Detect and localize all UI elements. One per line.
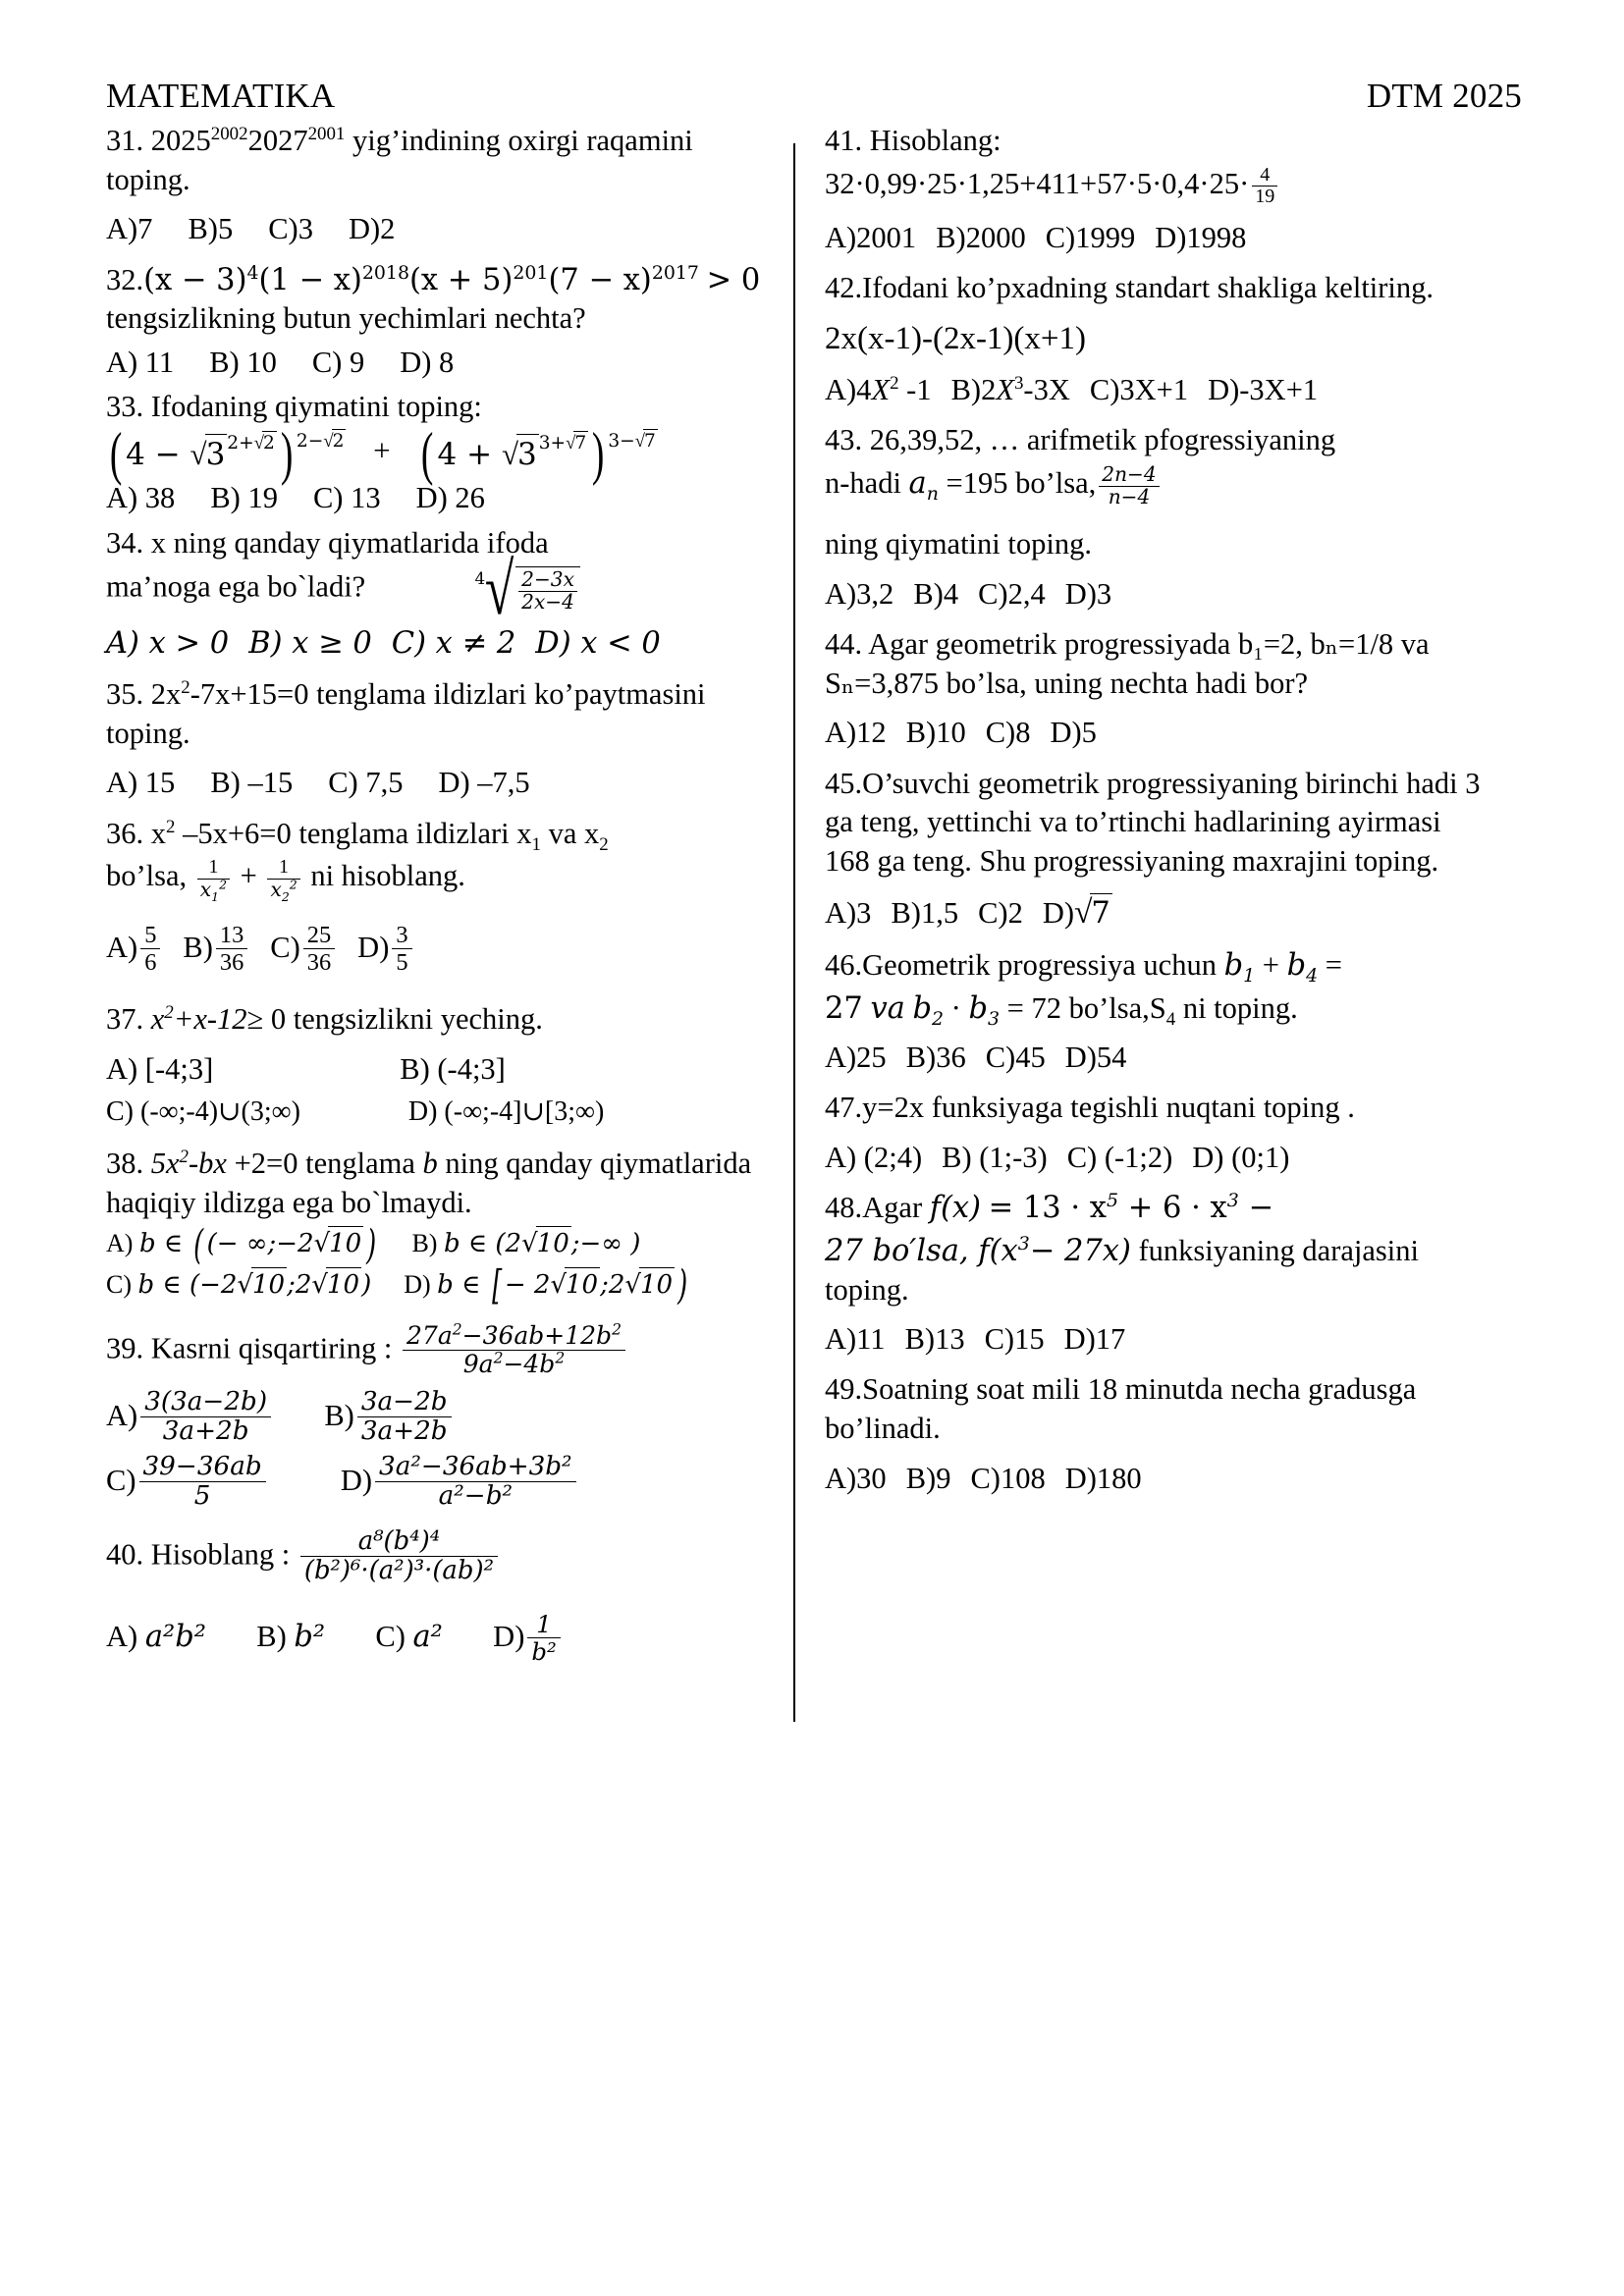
q35-options <box>106 763 768 802</box>
q40-opt-d-frac: $\frac{1}{\text{b²}}$ <box>527 1611 560 1666</box>
q36-option-d-frac: $\frac{3}{5}$ <box>392 922 411 977</box>
q46-options <box>825 1038 1483 1077</box>
q43-number: 43. <box>825 423 863 457</box>
q44-option-a[interactable]: A)12 <box>825 716 887 750</box>
q47-number: 47. <box>825 1091 863 1125</box>
q48-option-c[interactable]: C)15 <box>984 1322 1045 1357</box>
q44-option-b[interactable]: B)10 <box>905 716 966 750</box>
q32-f2: (1 − x) <box>258 262 362 297</box>
q41-options <box>825 218 1483 257</box>
q31-option-a[interactable]: A)7 <box>106 212 153 246</box>
q41-option-a[interactable]: A)2001 <box>825 221 917 255</box>
q45-number: 45. <box>825 766 863 800</box>
q43-line2 <box>825 461 1483 508</box>
q41-number: 41. <box>825 124 863 157</box>
q36-option-b[interactable]: B) <box>183 930 213 964</box>
q32-stem-tail: tengsizlikning butun yechimlari nechta? <box>106 301 586 336</box>
fourth-root-icon: $^4$√ $\frac{2-3x}{2x-4}$ <box>474 566 579 613</box>
q36-options <box>106 923 768 978</box>
q33-inner1: 4 − <box>126 437 190 473</box>
q38-option-a-label[interactable]: A) <box>106 1229 134 1258</box>
q46-27: 27 <box>825 990 863 1026</box>
q39-opt-b-frac: $\frac{3a-2b}{3a+2b}$ <box>357 1388 452 1447</box>
q47-options <box>825 1138 1483 1177</box>
q39-option-b[interactable]: B) <box>324 1398 354 1432</box>
q35-option-c[interactable]: C) 7,5 <box>328 766 404 800</box>
q35-option-a[interactable]: A) 15 <box>106 766 176 800</box>
q39-opt-a-frac: $\frac{3(3a-2b)}{3a+2b}$ <box>140 1388 271 1447</box>
q33-option-d[interactable]: D) 26 <box>415 481 485 515</box>
q42-options <box>825 370 1483 409</box>
q38-stem-tail1: tenglama <box>305 1147 415 1181</box>
q33-number: 33. <box>106 390 144 424</box>
q31-exp2: 2001 <box>307 123 346 144</box>
q38-opt-b-expr: b ∈ (2√10;−∞ ) <box>444 1229 640 1258</box>
q39-number: 39. <box>106 1331 144 1365</box>
q38-options-row1 <box>106 1219 768 1268</box>
q42-expr: 2x(x-1)-(2x-1)(x+1) <box>825 321 1087 356</box>
question-36: 36. $x^2$ –5x+6=0 tenglama ildizlari $x_1$ va $x_2$ <box>106 816 609 855</box>
question-39 <box>106 1320 768 1379</box>
q46-b4: $b_4$ <box>1286 947 1319 987</box>
q46-line2: 27 va $b_2 \cdot b_3 = 72$ $bo’lsa,S_4$ ni toping. <box>825 990 1298 1030</box>
question-47 <box>825 1089 1483 1128</box>
q34-option-a[interactable]: A) x > 0 <box>106 625 230 661</box>
q41-option-b[interactable]: B)2000 <box>936 221 1026 255</box>
q33-term1: ( 4 − √3 2+√2) 2−√2 <box>109 421 345 488</box>
q36-expr-sup: 2 <box>166 816 176 837</box>
q38-option-d-label[interactable]: D) <box>404 1269 431 1299</box>
q34-option-b[interactable]: B) x ≥ 0 <box>248 625 372 661</box>
q46-b1: $b_1$ <box>1223 947 1256 987</box>
q37-option-a[interactable]: A) [-4;3] <box>106 1051 214 1086</box>
question-32 <box>106 261 768 339</box>
q38-opt-a-expr: b ∈ ( (− ∞;−2√10 ) <box>138 1219 377 1268</box>
q46-stem-line2-mid: = 72 bo’lsa,S <box>1006 990 1166 1025</box>
q40-option-b[interactable]: B) <box>256 1619 287 1653</box>
q32-f1: (x − 3) <box>143 262 247 297</box>
q31-options <box>106 209 768 248</box>
q31-option-c[interactable]: C)3 <box>268 212 313 246</box>
q48-stem-post: funksiyaning darajasini toping. <box>825 1233 1419 1307</box>
question-42 <box>825 269 1483 308</box>
q33-option-c[interactable]: C) 13 <box>312 481 381 515</box>
q43-option-a[interactable]: A)3,2 <box>825 576 894 611</box>
q35-option-d[interactable]: D) –7,5 <box>438 766 530 800</box>
q36-frac-2: $\frac{1}{x_2^2}$ <box>267 857 299 900</box>
question-31 <box>106 122 768 199</box>
q38-opt-d-expr: b ∈ [ − 2√10;2√10 ) <box>437 1260 688 1309</box>
q35-expr-b: -7x+15=0 <box>189 676 309 711</box>
q44-option-d[interactable]: D)5 <box>1050 716 1097 750</box>
question-45 <box>825 765 1483 881</box>
q34-line2 <box>106 549 768 631</box>
q33-options <box>106 478 768 517</box>
q39-opt-c-frac: $\frac{39-36ab}{5}$ <box>139 1453 266 1512</box>
q49-option-c[interactable]: C)108 <box>970 1461 1046 1495</box>
q32-e4: 2017 <box>651 261 699 284</box>
q34-option-c[interactable]: C) x ≠ 2 <box>391 625 516 661</box>
page-header <box>106 77 1528 116</box>
q46-b2: $b_2$ <box>912 990 945 1030</box>
q32-f3: (x + 5) <box>409 262 514 297</box>
q46-option-a[interactable]: A)25 <box>825 1041 887 1075</box>
q48-options <box>825 1319 1483 1359</box>
q36-option-c-frac: $\frac{25}{36}$ <box>303 922 335 977</box>
q35-expr-sup: 2 <box>181 676 190 698</box>
q32-e2: 2018 <box>361 261 409 284</box>
q31-exp1: 2002 <box>210 123 248 144</box>
q32-option-b[interactable]: B) 10 <box>209 345 277 379</box>
q38-stem-line2: qiymatlarida haqiqiy ildizga ega bo`lmaydi. <box>106 1147 752 1219</box>
q42-number: 42. <box>825 271 863 305</box>
q48-line2 <box>825 1232 1483 1309</box>
paren-open-big-2: ( <box>421 421 434 488</box>
q35-stem-line2: ko’paytmasini toping. <box>106 676 706 750</box>
q34-options <box>106 623 768 664</box>
q32-options <box>106 343 768 382</box>
q44-number: 44. <box>825 627 863 662</box>
q41-option-c[interactable]: C)1999 <box>1045 221 1136 255</box>
q40-option-c[interactable]: C) <box>375 1619 406 1653</box>
question-41 <box>825 122 1483 161</box>
q33-inner2: 4 + <box>437 437 502 473</box>
q33-stem: Ifodaning qiymatini toping: <box>150 390 482 424</box>
question-49 <box>825 1370 1483 1448</box>
q47-option-c[interactable]: C) (-1;2) <box>1066 1141 1173 1175</box>
q47-option-a[interactable]: A) (2;4) <box>825 1141 923 1175</box>
q34-option-d[interactable]: D) x < 0 <box>535 625 661 661</box>
q38-options-row2 <box>106 1260 768 1309</box>
q43-option-b[interactable]: B)4 <box>913 576 959 611</box>
two-column-body <box>106 122 1528 2193</box>
paren-close-big-2: ) <box>591 421 605 488</box>
q48-line2-expr: 27 bo′lsa, $f(x^3- 27x)$ <box>825 1232 1131 1268</box>
q40-options: A) a²b² B) b² C) a² D) $\frac{1}{\text{b²}}$ <box>106 1612 768 1667</box>
sqrt-icon-q45: √7 <box>1074 891 1112 934</box>
q36-option-a-frac: $\frac{5}{6}$ <box>140 922 160 977</box>
q48-number: 48. <box>825 1191 863 1225</box>
q35-expr-a: 2x <box>150 676 182 711</box>
page-title: MATEMATIKA <box>106 77 336 115</box>
q31-option-b[interactable]: B)5 <box>188 212 234 246</box>
q31-tail: yig’indining oxirgi <box>352 124 579 157</box>
q46-stem-line2-post: ni toping. <box>1175 990 1298 1025</box>
q36-bolsa: bo’lsa, <box>106 859 188 893</box>
sqrt-icon-2: √3 <box>502 434 539 474</box>
q47-option-d[interactable]: D) (0;1) <box>1192 1141 1290 1175</box>
q32-f4: (7 − x) <box>548 262 652 297</box>
q44-stem: Agar geometrik progressiyada b₁=2, bₙ=1/8 va Sₙ=3,875 bo’lsa, uning nechta hadi bor? <box>825 627 1430 700</box>
q36-stem-line1: tenglama ildizlari <box>298 816 510 850</box>
q31-plus-base2: 2027 <box>247 124 308 157</box>
q43-an: $a_n$ <box>908 466 939 506</box>
q35-stem-line1: tenglama ildizlari <box>316 676 527 711</box>
q43-options <box>825 574 1483 614</box>
q39-option-a[interactable]: A) <box>106 1398 138 1432</box>
question-44 <box>825 625 1483 703</box>
q43-stem-part1: 26,39,52, … arifmetik pfogressiyaning <box>869 423 1336 457</box>
question-37: 37. $x^2+x-12\ge 0$ tengsizlikni yeching. <box>106 1002 543 1037</box>
q33-expression: ( 4 − √3 2+√2) 2−√2 + ( 4 + √3 3+√7) 3−√7 <box>106 431 768 475</box>
q36-option-c[interactable]: C) <box>270 930 300 964</box>
q48-option-d[interactable]: D)17 <box>1063 1322 1126 1357</box>
right-column <box>795 122 1483 2193</box>
question-43 <box>825 421 1483 460</box>
q45-option-c[interactable]: C)2 <box>978 895 1023 930</box>
q37-options-row2 <box>106 1095 768 1131</box>
q38-stem-tail2: ning qanday <box>445 1147 593 1181</box>
q37-option-d[interactable]: D) (-∞;-4]∪[3;∞) <box>407 1096 605 1128</box>
q38-option-c-label[interactable]: C) <box>106 1269 132 1299</box>
q40-number: 40. <box>106 1537 144 1572</box>
sqrt-icon: √3 <box>190 434 228 474</box>
q46-number: 46. <box>825 947 863 982</box>
q42-option-b[interactable]: $B)2X^3-3X$ <box>950 372 1070 406</box>
q44-options <box>825 713 1483 752</box>
q31-option-d[interactable]: D)2 <box>348 212 396 246</box>
question-34 <box>106 524 768 563</box>
q36-frac-1: $\frac{1}{x_1^2}$ <box>197 857 230 900</box>
q45-option-a[interactable]: A)3 <box>825 895 872 930</box>
question-40 <box>106 1525 768 1586</box>
q42-stem: Ifodani ko’pxadning standart shakliga keltiring. <box>862 271 1435 305</box>
q36-va: va <box>548 816 577 850</box>
q32-option-a[interactable]: A) 11 <box>106 345 175 379</box>
q41-expr: 32·0,99·25·1,25+411+57·5·0,4·25· <box>825 166 1250 200</box>
q35-option-b[interactable]: B) –15 <box>210 766 294 800</box>
q43-stem-part4: ning qiymatini toping. <box>825 527 1092 561</box>
q36-stem-line2: ni hisoblang. <box>310 859 465 893</box>
q42-option-d[interactable]: D)-3X+1 <box>1208 372 1319 406</box>
q32-e1: 4 <box>246 261 259 284</box>
q45-options <box>825 891 1483 934</box>
q43-frac: $\frac{2n-4}{n-4}$ <box>1099 464 1159 507</box>
q43-stem-part2: n-hadi <box>825 466 901 501</box>
q43-stem-part3: =195 bo’lsa, <box>946 466 1097 501</box>
q40-fraction: $\frac{\text{a⁸(b⁴)⁴}}{\text{(b²)⁶·(a²)³·(ab)²}}$ <box>300 1527 498 1585</box>
q35-number: 35. <box>106 676 144 711</box>
q43-option-c[interactable]: C)2,4 <box>978 576 1046 611</box>
q46-option-c[interactable]: C)45 <box>985 1041 1046 1075</box>
q49-option-a[interactable]: A)30 <box>825 1461 887 1495</box>
question-46: 46.Geometrik progressiya uchun $b_1 + b_4$ = <box>825 947 1342 987</box>
q48-option-a[interactable]: A)11 <box>825 1322 886 1357</box>
question-38: 38. $5x^2-bx +2=0$ tenglama b ning qanday qiymatlarida haqiqiy ildizga ega bo`lmaydi. <box>106 1146 752 1219</box>
q41-frac: $\frac{4}{19}$ <box>1252 165 1277 208</box>
q46-option-d[interactable]: D)54 <box>1064 1041 1127 1075</box>
q41-stem: Hisoblang: <box>869 124 1001 157</box>
q46-option-b[interactable]: B)36 <box>905 1041 966 1075</box>
q43-option-d[interactable]: D)3 <box>1064 576 1112 611</box>
q46-b3: $b_3$ <box>968 990 1001 1030</box>
q42-option-c[interactable]: C)3X+1 <box>1089 372 1189 406</box>
q36-option-a[interactable]: A) <box>106 930 138 964</box>
paren-close-big: ) <box>280 421 294 488</box>
q36-option-b-frac: $\frac{13}{36}$ <box>216 922 247 977</box>
q41-option-d[interactable]: D)1998 <box>1155 221 1247 255</box>
q48-option-b[interactable]: B)13 <box>904 1322 965 1357</box>
q45-option-b[interactable]: B)1,5 <box>891 895 959 930</box>
q42-expression <box>825 318 1483 360</box>
q46-stem-line1: Geometrik progressiya uchun <box>862 947 1217 982</box>
q38-opt-c-expr: b ∈ (−2√10;2√10) <box>138 1270 372 1300</box>
q32-rel: > 0 <box>706 262 761 297</box>
q36-line2: bo’lsa, $\frac{1}{x_1^2}$ + $\frac{1}{x_2^2}$ ni hisoblang. <box>106 856 465 904</box>
q44-option-c[interactable]: C)8 <box>985 716 1031 750</box>
q33-term2: ( 4 + √3 3+√7) 3−√7 <box>421 421 656 488</box>
q49-number: 49. <box>825 1372 863 1407</box>
q41-expression <box>825 165 1483 208</box>
q49-option-d[interactable]: D)180 <box>1064 1461 1142 1495</box>
q38-option-b-label[interactable]: B) <box>411 1229 438 1258</box>
q32-option-c[interactable]: C) 9 <box>311 345 365 379</box>
q37-option-b[interactable]: B) (-4;3] <box>400 1051 506 1086</box>
q49-stem: Soatning soat mili 18 minutda necha gradusga bo’linadi. <box>825 1372 1417 1446</box>
q37-rest: +x-12 <box>173 1002 247 1037</box>
left-column <box>106 122 793 2193</box>
q31-base1: 2025 <box>150 124 211 157</box>
q36-option-d[interactable]: D) <box>357 930 390 964</box>
q39-options-row2 <box>106 1451 768 1513</box>
q36-x1: x <box>516 816 532 850</box>
q32-e3: 201 <box>513 261 549 284</box>
q34-stem-line2: ma’noga ega bo`ladi? <box>106 569 366 604</box>
page-meta: DTM 2025 <box>1366 77 1522 115</box>
q49-options <box>825 1459 1483 1498</box>
question-48 <box>825 1189 1483 1228</box>
q39-stem: Kasrni qisqartiring : <box>150 1331 393 1365</box>
q43-line3 <box>825 525 1483 564</box>
q31-number: 31. <box>106 124 144 157</box>
question-33 <box>106 388 768 427</box>
q37-number: 37. <box>106 1002 144 1037</box>
q47-option-b[interactable]: B) (1;-3) <box>942 1141 1048 1175</box>
q36-number: 36. <box>106 816 144 850</box>
q38-b-symbol: b <box>422 1147 438 1181</box>
q39-option-d[interactable]: D) <box>340 1463 373 1497</box>
q49-option-b[interactable]: B)9 <box>905 1461 951 1495</box>
q39-option-c[interactable]: C) <box>106 1463 136 1497</box>
q37-stem-tail: tengsizlikni yeching. <box>293 1002 543 1037</box>
q47-stem: y=2x funksiyaga tegishli nuqtani toping . <box>862 1091 1355 1125</box>
q39-fraction: $\frac{27a^2-36ab+12b^2}{9a^2-4b^2}$ <box>403 1322 625 1378</box>
paren-open-big: ( <box>109 421 123 488</box>
q32-number: 32. <box>106 262 144 296</box>
q39-opt-d-frac: $\frac{\text{3a²−36ab+3b²}}{\text{a²−b²}}$ <box>375 1453 576 1512</box>
q31-line2: raqamini toping. <box>106 124 693 196</box>
q48-fx: f(x) <box>929 1191 982 1226</box>
q39-options-row1 <box>106 1389 768 1448</box>
q48-eq-part: = $13 \cdot x^5 + 6 \cdot x^3$ − <box>988 1190 1273 1226</box>
q37-option-c[interactable]: C) (-∞;-4)∪(3;∞) <box>106 1096 300 1128</box>
q33-option-b[interactable]: B) 19 <box>210 481 278 515</box>
q40-option-d[interactable]: D) <box>493 1619 525 1653</box>
q36-expr-b: –5x+6=0 <box>183 816 292 850</box>
q37-options-row1 <box>106 1049 768 1089</box>
q37-ge: ≥ 0 <box>246 1002 287 1037</box>
q48-stem-pre: Agar <box>862 1191 923 1225</box>
q40-stem: Hisoblang : <box>150 1537 291 1572</box>
q37-x: x <box>150 1002 165 1037</box>
q33-option-a[interactable]: A) 38 <box>106 481 176 515</box>
q45-stem: O’suvchi geometrik progressiyaning birinchi hadi 3 ga teng, yettinchi va to’rtinchi hadlarining ayirmasi 168 ga teng. Shu progressiyaning maxrajini toping. <box>825 766 1481 878</box>
q32-option-d[interactable]: D) 8 <box>400 345 455 379</box>
q34-number: 34. <box>106 525 144 560</box>
q38-number: 38. <box>106 1147 144 1181</box>
question-35 <box>106 675 768 753</box>
q45-option-d[interactable]: D)√7 <box>1043 896 1112 930</box>
q40-option-a[interactable]: A) <box>106 1619 138 1653</box>
q36-expr-a: x <box>150 816 166 850</box>
q34-stem-line1: x ning qanday qiymatlarida ifoda <box>150 525 549 560</box>
q36-x2: x <box>584 816 600 850</box>
q42-option-a[interactable]: $A)4X^2$ -1 <box>825 372 932 406</box>
